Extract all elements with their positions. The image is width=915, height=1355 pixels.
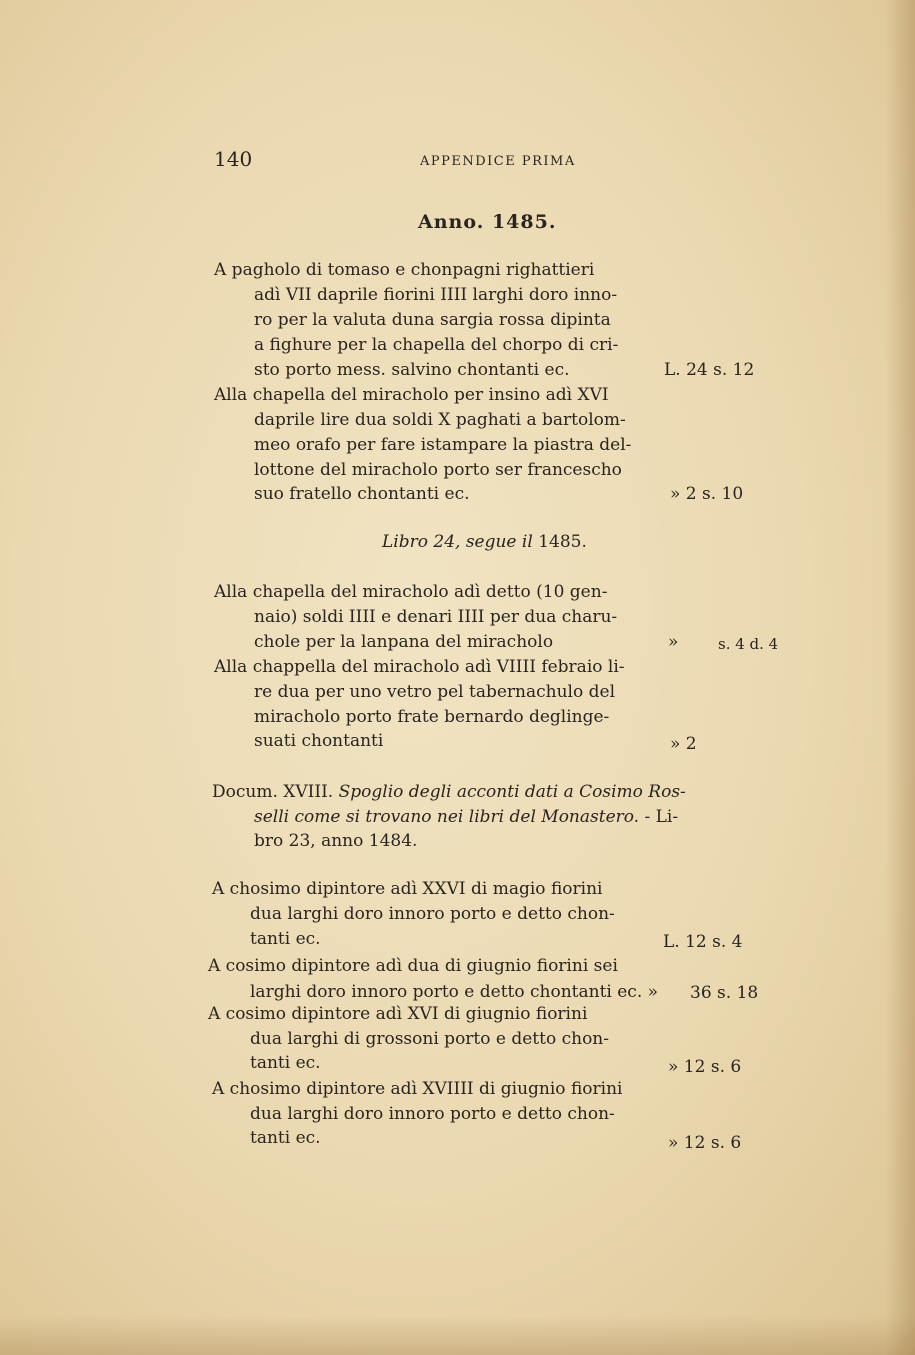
entry-line: suo fratello chontanti ec.	[254, 484, 470, 504]
entry-line: A cosimo dipintore adì XVI di giugnio fiorini	[208, 1004, 588, 1024]
entry-line: miracholo porto frate bernardo deglinge-	[254, 707, 610, 727]
entry-amount: L. 12 s. 4	[663, 932, 743, 952]
entry-line: dua larghi doro innoro porto e detto chon-	[250, 1104, 615, 1124]
document-title-part1: Spoglio degli acconti dati a Cosimo Ros-	[338, 782, 686, 802]
document-line	[254, 805, 678, 829]
entry-line: Alla chappella del miracholo adì VIIII febraio li-	[214, 657, 625, 677]
entry-line: A chosimo dipintore adì XXVI di magio fiorini	[212, 879, 603, 899]
entry-line: re dua per uno vetro pel tabernachulo del	[254, 682, 616, 702]
libro-heading-year: 1485.	[538, 532, 587, 552]
entry-line: A pagholo di tomaso e chonpagni righattieri	[214, 260, 595, 280]
entry-amount: » 2 s. 10	[670, 484, 744, 504]
year-heading: Anno. 1485.	[418, 211, 557, 233]
entry-amount: L. 24 s. 12	[664, 360, 755, 380]
entry-line: A cosimo dipintore adì dua di giugnio fiorini sei	[208, 956, 618, 976]
entry-amount: » 12 s. 6	[668, 1057, 742, 1077]
entry-line: dua larghi doro innoro porto e detto chon-	[250, 904, 615, 924]
entry-line: ro per la valuta duna sargia rossa dipinta	[254, 310, 611, 330]
entry-line: tanti ec.	[250, 1128, 321, 1148]
entry-line: chole per la lanpana del miracholo	[254, 632, 554, 652]
entry-line: A chosimo dipintore adì XVIIII di giugnio fiorini	[212, 1079, 623, 1099]
entry-amount: » 12 s. 6	[668, 1133, 742, 1153]
running-title: APPENDICE PRIMA	[420, 154, 576, 169]
entry-line: larghi doro innoro porto e detto chontanti ec. »	[250, 982, 659, 1002]
document-title-tail: - Li-	[644, 807, 679, 827]
document-label: Docum. XVIII.	[212, 782, 334, 802]
entry-line: Alla chapella del miracholo per insino adì XVI	[214, 385, 609, 405]
page-number: 140	[214, 147, 253, 171]
page-bottom-shadow	[0, 1315, 915, 1355]
document-line: bro 23, anno 1484.	[254, 831, 418, 851]
entry-line: sto porto mess. salvino chontanti ec.	[254, 360, 570, 380]
document-title-part2: selli come si trovano nei libri del Monastero.	[254, 807, 640, 827]
document-line	[212, 780, 686, 804]
entry-line: meo orafo per fare istampare la piastra del-	[254, 435, 632, 455]
entry-amount: s. 4 d. 4	[718, 635, 779, 653]
entry-line: adì VII daprile fiorini IIII larghi doro inno-	[254, 285, 618, 305]
entry-line: lottone del miracholo porto ser francescho	[254, 460, 622, 480]
entry-amount-marker: »	[668, 632, 679, 652]
entry-line: naio) soldi IIII e denari IIII per dua charu-	[254, 607, 618, 627]
entry-line: dua larghi di grossoni porto e detto chon-	[250, 1029, 610, 1049]
entry-line: a fighure per la chapella del chorpo di cri-	[254, 335, 619, 355]
entry-line: suati chontanti	[254, 731, 384, 751]
entry-line: tanti ec.	[250, 1053, 321, 1073]
libro-heading	[382, 532, 587, 552]
entry-line: Alla chapella del miracholo adì detto (10 gen-	[214, 582, 608, 602]
page-edge-shadow	[885, 0, 915, 1355]
libro-heading-italic: Libro 24, segue il	[382, 532, 533, 552]
entry-line: daprile lire dua soldi X paghati a bartolom-	[254, 410, 626, 430]
entry-amount: 36 s. 18	[690, 983, 759, 1003]
entry-amount: » 2	[670, 734, 697, 754]
entry-line: tanti ec.	[250, 929, 321, 949]
